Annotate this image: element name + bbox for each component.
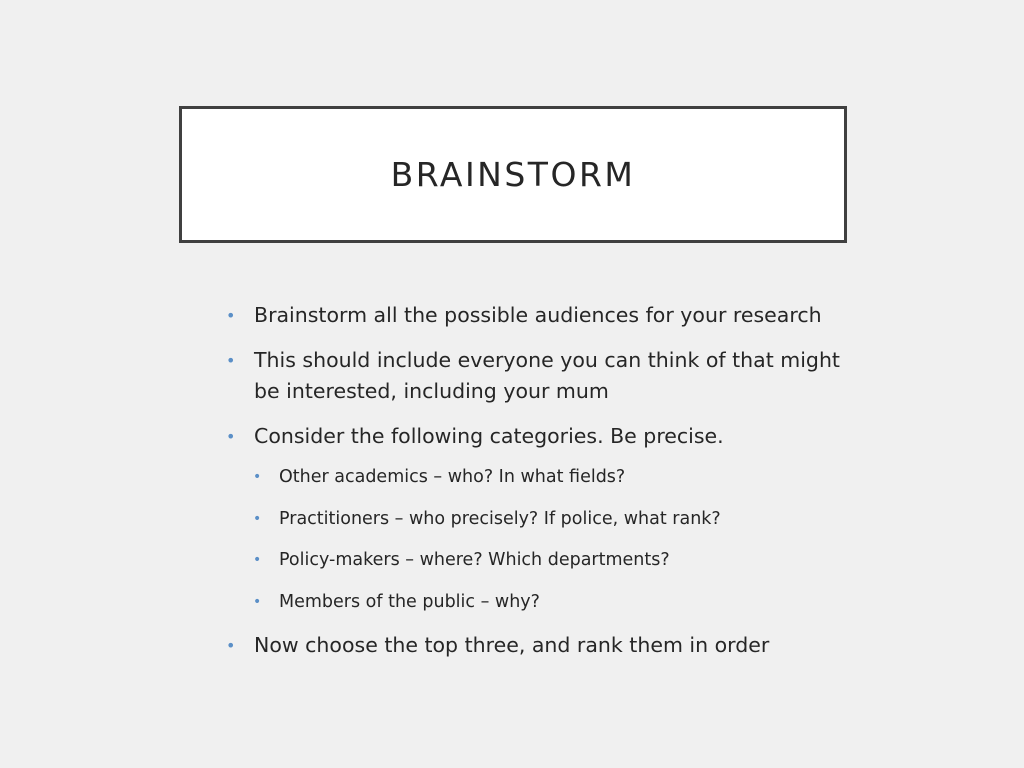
bullet-item <box>226 421 866 452</box>
bullet-icon: • <box>226 636 236 655</box>
slide-title: BRAINSTORM <box>390 155 636 194</box>
sub-bullet-item <box>253 506 866 532</box>
bullet-icon: • <box>226 427 236 446</box>
sub-bullet-icon: • <box>253 510 262 527</box>
bullet-item <box>226 630 866 661</box>
sub-bullet-text: Policy-makers – where? Which departments? <box>279 550 670 570</box>
bullet-text: Now choose the top three, and rank them in order <box>254 633 770 657</box>
bullet-text: This should include everyone you can think of that might be interested, including your mum <box>254 348 840 403</box>
sub-bullet-text: Members of the public – why? <box>279 591 540 612</box>
bullet-text: Consider the following categories. Be precise. <box>254 424 724 448</box>
bullet-list <box>226 300 866 675</box>
sub-bullet-item <box>253 589 866 615</box>
bullet-text: Brainstorm all the possible audiences for your research <box>254 303 822 327</box>
sub-bullet-text: Practitioners – who precisely? If police, what rank? <box>279 508 721 529</box>
sub-bullet-item <box>253 547 866 573</box>
sub-bullet-list <box>226 464 866 615</box>
title-box <box>179 106 847 243</box>
sub-bullet-icon: • <box>253 552 262 568</box>
sub-bullet-icon: • <box>253 469 262 485</box>
bullet-icon: • <box>226 351 236 370</box>
bullet-item <box>226 345 866 407</box>
sub-bullet-item <box>253 464 866 490</box>
sub-bullet-icon: • <box>253 593 262 610</box>
bullet-item <box>226 300 866 331</box>
bullet-icon: • <box>226 306 236 325</box>
sub-bullet-text: Other academics – who? In what fields? <box>279 467 626 487</box>
